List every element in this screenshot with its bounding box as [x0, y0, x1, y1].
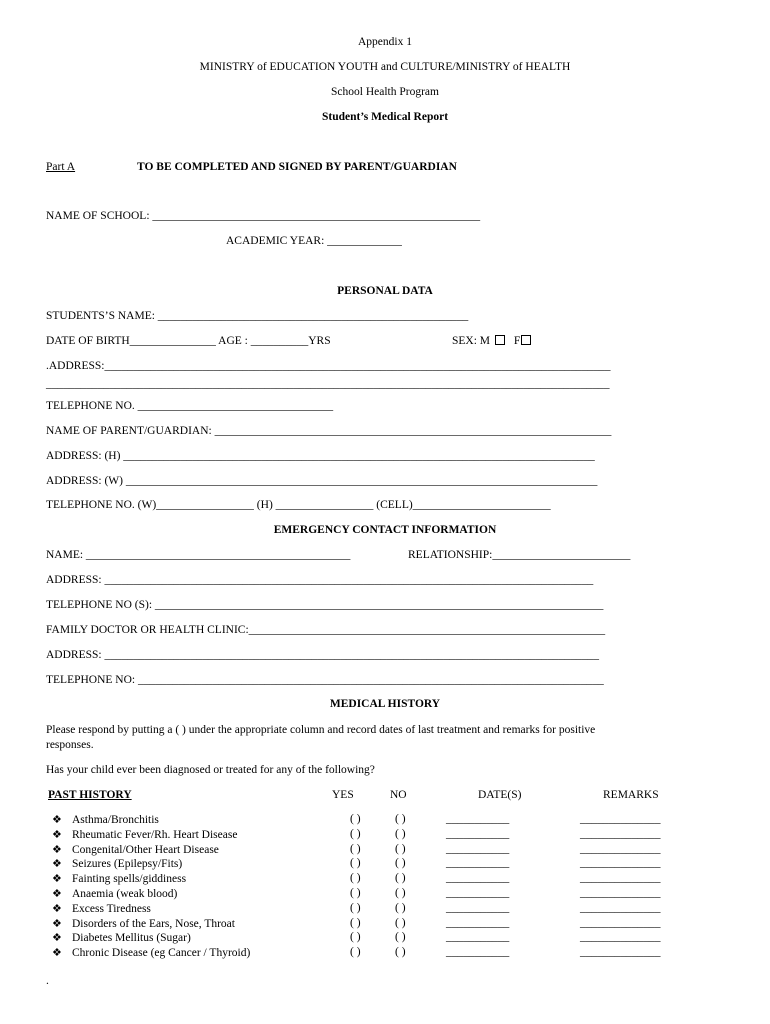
history-item — [52, 813, 159, 826]
emergency-telephone-field[interactable]: TELEPHONE NO (S): ______________________________________________________________________________ — [46, 599, 604, 611]
remarks-field[interactable]: ______________ — [580, 946, 661, 959]
report-title: Student’s Medical Report — [321, 111, 449, 123]
remarks-field[interactable]: ______________ — [580, 827, 661, 840]
no-checkbox[interactable]: ( ) — [395, 931, 406, 944]
col-no: NO — [390, 789, 407, 801]
no-checkbox[interactable]: ( ) — [395, 857, 406, 870]
family-doctor-field[interactable]: FAMILY DOCTOR OR HEALTH CLINIC:______________________________________________________________ — [46, 624, 606, 636]
bullet-icon: ❖ — [52, 902, 62, 915]
yes-checkbox[interactable]: ( ) — [350, 901, 361, 914]
yes-checkbox[interactable]: ( ) — [350, 827, 361, 840]
date-field[interactable]: ___________ — [446, 931, 510, 944]
history-item-label: Fainting spells/giddiness — [72, 873, 187, 886]
date-field[interactable]: ___________ — [446, 813, 510, 825]
yes-checkbox[interactable]: ( ) — [350, 813, 361, 825]
date-field[interactable]: ___________ — [446, 887, 510, 899]
history-item-label: Rheumatic Fever/Rh. Heart Disease — [72, 828, 238, 841]
history-item-label: Congenital/Other Heart Disease — [72, 843, 219, 856]
ministry-title: MINISTRY of EDUCATION YOUTH and CULTURE/MINISTRY of HEALTH — [199, 61, 571, 73]
date-field[interactable]: ___________ — [446, 842, 510, 855]
bullet-icon: ❖ — [52, 932, 62, 945]
history-item-label: Disorders of the Ears, Nose, Throat — [72, 917, 235, 930]
parent-name-field[interactable]: NAME OF PARENT/GUARDIAN: _____________________________________________________________________ — [46, 425, 612, 437]
address-field[interactable]: .ADDRESS:________________________________________________________________________________________ — [46, 360, 611, 372]
remarks-field[interactable]: ______________ — [580, 931, 661, 944]
col-dates: DATE(S) — [478, 789, 522, 801]
no-checkbox[interactable]: ( ) — [395, 872, 406, 885]
yes-checkbox[interactable]: ( ) — [350, 887, 361, 899]
yes-checkbox[interactable]: ( ) — [350, 931, 361, 944]
bullet-icon: ❖ — [52, 828, 62, 841]
yes-checkbox[interactable]: ( ) — [350, 842, 361, 855]
work-address-field[interactable]: ADDRESS: (W) __________________________________________________________________________________ — [46, 475, 598, 487]
no-checkbox[interactable]: ( ) — [395, 946, 406, 959]
bullet-icon: ❖ — [52, 873, 62, 886]
yes-checkbox[interactable]: ( ) — [350, 857, 361, 870]
date-field[interactable]: ___________ — [446, 916, 510, 929]
part-a-label: Part A — [46, 161, 76, 173]
emergency-name-field[interactable]: NAME: ______________________________________________ — [46, 549, 351, 561]
history-item-label: Chronic Disease (eg Cancer / Thyroid) — [72, 947, 251, 960]
history-item — [52, 843, 219, 856]
part-a-title: TO BE COMPLETED AND SIGNED BY PARENT/GUARDIAN — [137, 161, 457, 173]
history-item — [52, 887, 177, 900]
remarks-field[interactable]: ______________ — [580, 901, 661, 914]
instruction-text: Please respond by putting a ( ) under the appropriate column and record dates of last treatment and remarks for positive — [46, 724, 596, 736]
instruction-text-2: responses. — [46, 739, 94, 751]
no-checkbox[interactable]: ( ) — [395, 887, 406, 899]
remarks-field[interactable]: ______________ — [580, 887, 661, 899]
address-field-line-2[interactable]: __________________________________________________________________________________________________ — [46, 378, 610, 390]
remarks-field[interactable]: ______________ — [580, 872, 661, 885]
appendix-label: Appendix 1 — [358, 36, 412, 48]
emergency-address-field[interactable]: ADDRESS: _____________________________________________________________________________________ — [46, 574, 594, 586]
remarks-field[interactable]: ______________ — [580, 842, 661, 855]
dob-age-field[interactable]: DATE OF BIRTH_______________ AGE : __________YRS — [46, 335, 331, 347]
history-item — [52, 872, 186, 885]
history-item-label: Seizures (Epilepsy/Fits) — [72, 858, 183, 871]
history-item — [52, 828, 237, 841]
remarks-field[interactable]: ______________ — [580, 857, 661, 870]
footer-mark: . — [46, 975, 49, 987]
col-remarks: REMARKS — [603, 789, 659, 801]
col-yes: YES — [332, 789, 354, 801]
academic-year-field[interactable]: ACADEMIC YEAR: _____________ — [226, 235, 402, 247]
no-checkbox[interactable]: ( ) — [395, 827, 406, 840]
bullet-icon: ❖ — [52, 814, 62, 826]
history-item — [52, 902, 151, 915]
bullet-icon: ❖ — [52, 888, 62, 900]
home-address-field[interactable]: ADDRESS: (H) __________________________________________________________________________________ — [46, 450, 595, 462]
date-field[interactable]: ___________ — [446, 872, 510, 885]
program-title: School Health Program — [331, 86, 439, 98]
bullet-icon: ❖ — [52, 858, 62, 871]
remarks-field[interactable]: ______________ — [580, 916, 661, 929]
no-checkbox[interactable]: ( ) — [395, 901, 406, 914]
col-past-history: PAST HISTORY — [48, 789, 132, 801]
sex-label: SEX: M — [452, 335, 491, 347]
sex-female-label: F — [513, 335, 521, 347]
yes-checkbox[interactable]: ( ) — [350, 916, 361, 929]
remarks-field[interactable]: ______________ — [580, 813, 661, 825]
bullet-icon: ❖ — [52, 947, 62, 960]
sex-field — [452, 335, 531, 347]
yes-checkbox[interactable]: ( ) — [350, 946, 361, 959]
relationship-field[interactable]: RELATIONSHIP:________________________ — [408, 549, 631, 561]
date-field[interactable]: ___________ — [446, 946, 510, 959]
student-name-field[interactable]: STUDENTS’S NAME: ______________________________________________________ — [46, 310, 469, 322]
telephone-multi-field[interactable]: TELEPHONE NO. (W)_________________ (H) _________________ (CELL)________________________ — [46, 499, 551, 511]
yes-checkbox[interactable]: ( ) — [350, 872, 361, 885]
sex-female-checkbox[interactable] — [521, 335, 531, 345]
history-item-label: Diabetes Mellitus (Sugar) — [72, 932, 191, 945]
personal-data-heading: PERSONAL DATA — [337, 285, 433, 297]
date-field[interactable]: ___________ — [446, 901, 510, 914]
history-item-label: Asthma/Bronchitis — [72, 814, 159, 826]
history-item-label: Anaemia (weak blood) — [72, 888, 178, 900]
history-item — [52, 946, 250, 959]
bullet-icon: ❖ — [52, 843, 62, 856]
medical-history-heading: MEDICAL HISTORY — [329, 698, 441, 710]
no-checkbox[interactable]: ( ) — [395, 842, 406, 855]
question-text: Has your child ever been diagnosed or treated for any of the following? — [46, 764, 375, 776]
sex-male-checkbox[interactable] — [495, 335, 505, 345]
no-checkbox[interactable]: ( ) — [395, 813, 406, 825]
date-field[interactable]: ___________ — [446, 827, 510, 840]
history-item-label: Excess Tiredness — [72, 902, 151, 915]
no-checkbox[interactable]: ( ) — [395, 916, 406, 929]
doctor-telephone-field[interactable]: TELEPHONE NO: _________________________________________________________________________________ — [46, 674, 604, 686]
school-name-field[interactable]: NAME OF SCHOOL: _________________________________________________________ — [46, 210, 481, 222]
telephone-field[interactable]: TELEPHONE NO. __________________________________ — [46, 400, 334, 412]
history-item — [52, 857, 182, 870]
history-item — [52, 917, 235, 930]
history-item — [52, 931, 191, 944]
emergency-heading: EMERGENCY CONTACT INFORMATION — [273, 524, 497, 536]
bullet-icon: ❖ — [52, 917, 62, 930]
date-field[interactable]: ___________ — [446, 857, 510, 870]
doctor-address-field[interactable]: ADDRESS: ______________________________________________________________________________________ — [46, 649, 599, 661]
